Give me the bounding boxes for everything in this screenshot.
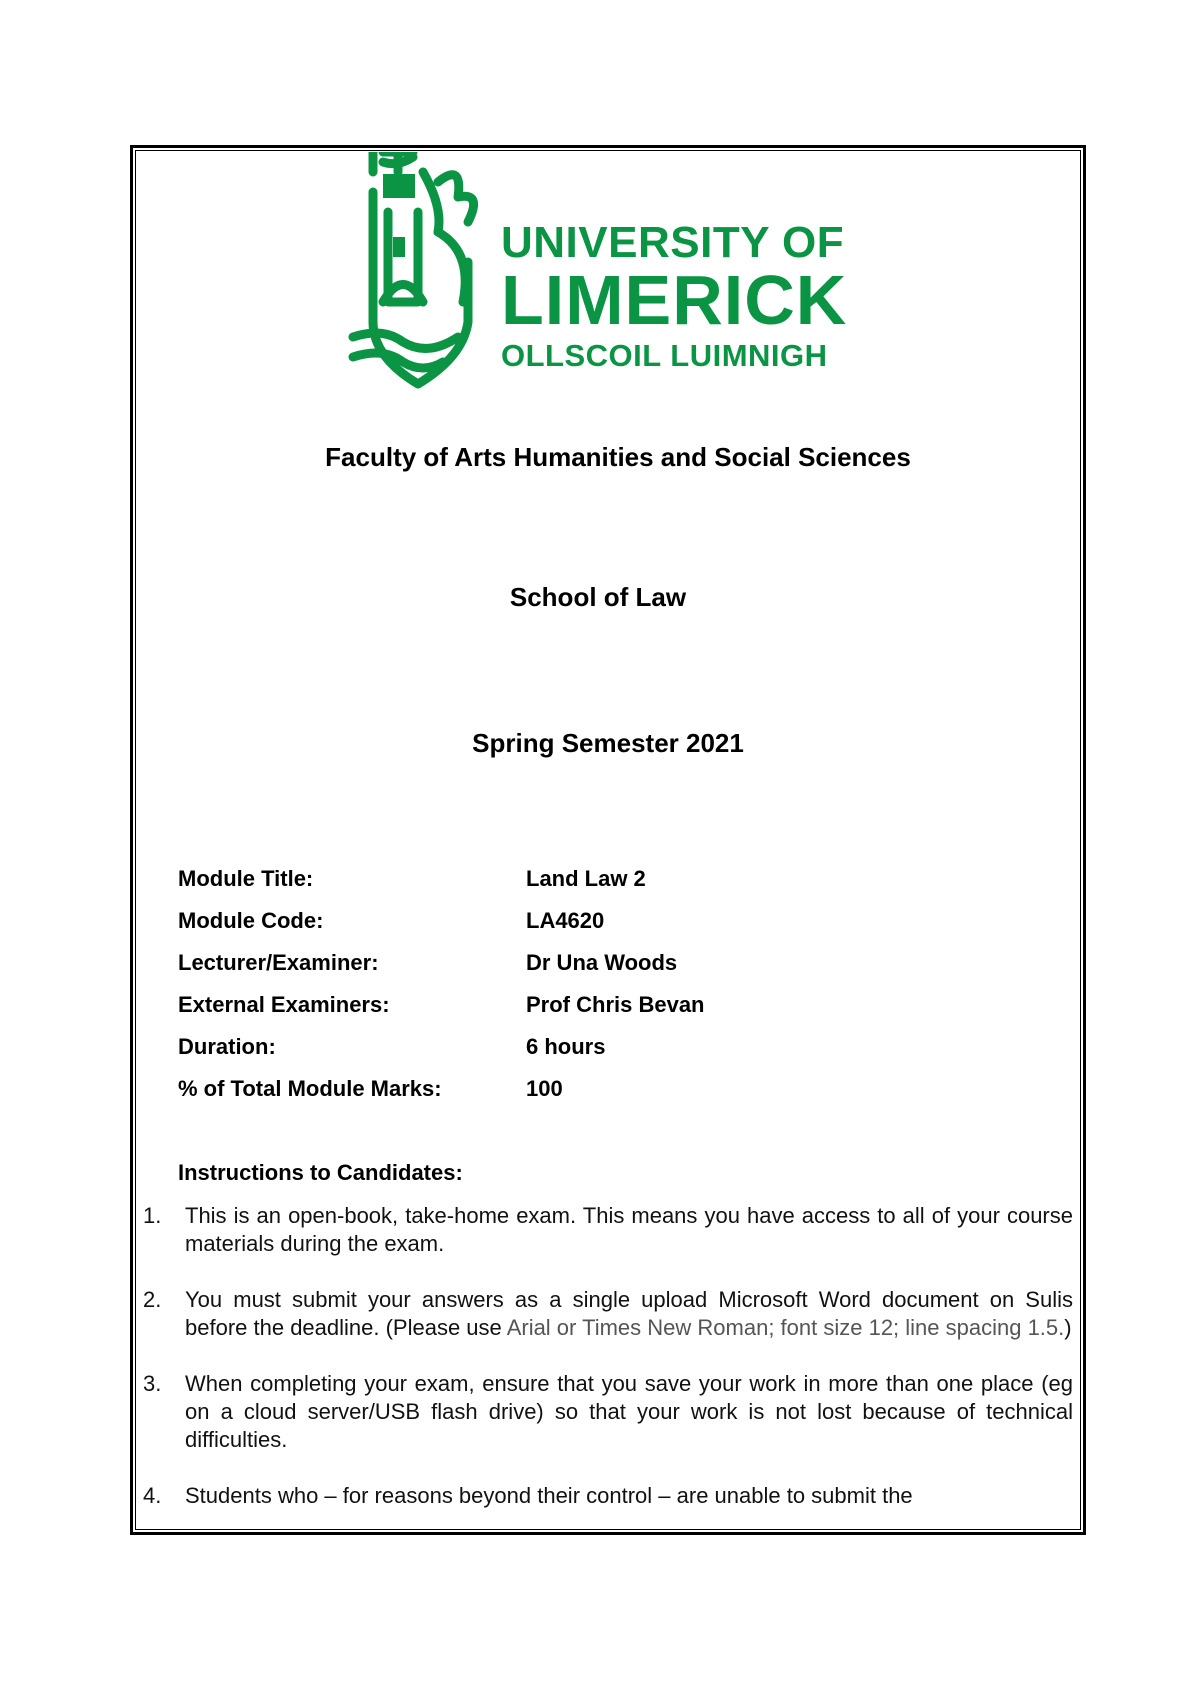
item-text-part: You must submit your answers as a single upload Microsoft Word document on Sulis before the deadline. (Please use xyxy=(185,1287,1073,1340)
detail-row-duration xyxy=(178,1034,1038,1076)
item-number: 1. xyxy=(143,1203,162,1228)
detail-label: External Examiners: xyxy=(178,992,390,1017)
detail-row-module-title xyxy=(178,866,1038,908)
detail-value: LA4620 xyxy=(526,908,605,933)
detail-row-total-marks xyxy=(178,1076,1038,1118)
detail-row-lecturer xyxy=(178,950,1038,992)
list-item xyxy=(143,1202,1073,1258)
semester-heading: Spring Semester 2021 xyxy=(472,728,744,758)
item-number: 3. xyxy=(143,1371,162,1396)
detail-label: Module Code: xyxy=(178,908,324,933)
item-text-format: Arial or Times New Roman; font size 12; line spacing 1.5. xyxy=(506,1315,1065,1340)
detail-value: 100 xyxy=(526,1076,563,1101)
module-details xyxy=(178,866,1038,1118)
detail-row-module-code xyxy=(178,908,1038,950)
item-text: When completing your exam, ensure that you save your work in more than one place (eg on a cloud server/USB flash drive) so that your work is not lost because of technical difficulties. xyxy=(185,1371,1073,1452)
list-item xyxy=(143,1370,1073,1454)
detail-value: Land Law 2 xyxy=(526,866,646,891)
detail-label: Lecturer/Examiner: xyxy=(178,950,379,975)
item-text: This is an open-book, take-home exam. This means you have access to all of your course materials during the exam. xyxy=(185,1203,1073,1256)
item-number: 4. xyxy=(143,1483,162,1508)
instructions-title: Instructions to Candidates: xyxy=(178,1160,463,1185)
detail-value: Prof Chris Bevan xyxy=(526,992,705,1017)
detail-value: Dr Una Woods xyxy=(526,950,678,975)
school-heading: School of Law xyxy=(509,582,687,612)
item-number: 2. xyxy=(143,1287,162,1312)
detail-row-external-examiners xyxy=(178,992,1038,1034)
logo-line-limerick: LIMERICK xyxy=(501,261,848,339)
detail-label: % of Total Module Marks: xyxy=(178,1076,442,1101)
detail-value: 6 hours xyxy=(526,1034,606,1059)
item-text xyxy=(185,1286,1073,1342)
detail-label: Module Title: xyxy=(178,866,314,891)
list-item xyxy=(143,1286,1073,1342)
list-item xyxy=(143,1482,1073,1510)
item-text: Students who – for reasons beyond their control – are unable to submit the xyxy=(185,1483,913,1508)
item-text-part: ) xyxy=(1064,1315,1072,1340)
logo-line-university: UNIVERSITY OF xyxy=(501,218,845,267)
document-frame xyxy=(130,145,1086,1535)
detail-label: Duration: xyxy=(178,1034,276,1059)
instructions-list xyxy=(143,1202,1073,1535)
university-logo xyxy=(343,152,883,392)
logo-line-ollscoil: OLLSCOIL LUIMNIGH xyxy=(501,338,828,373)
faculty-heading: Faculty of Arts Humanities and Social Sciences xyxy=(325,442,911,472)
crest-icon xyxy=(343,152,493,390)
